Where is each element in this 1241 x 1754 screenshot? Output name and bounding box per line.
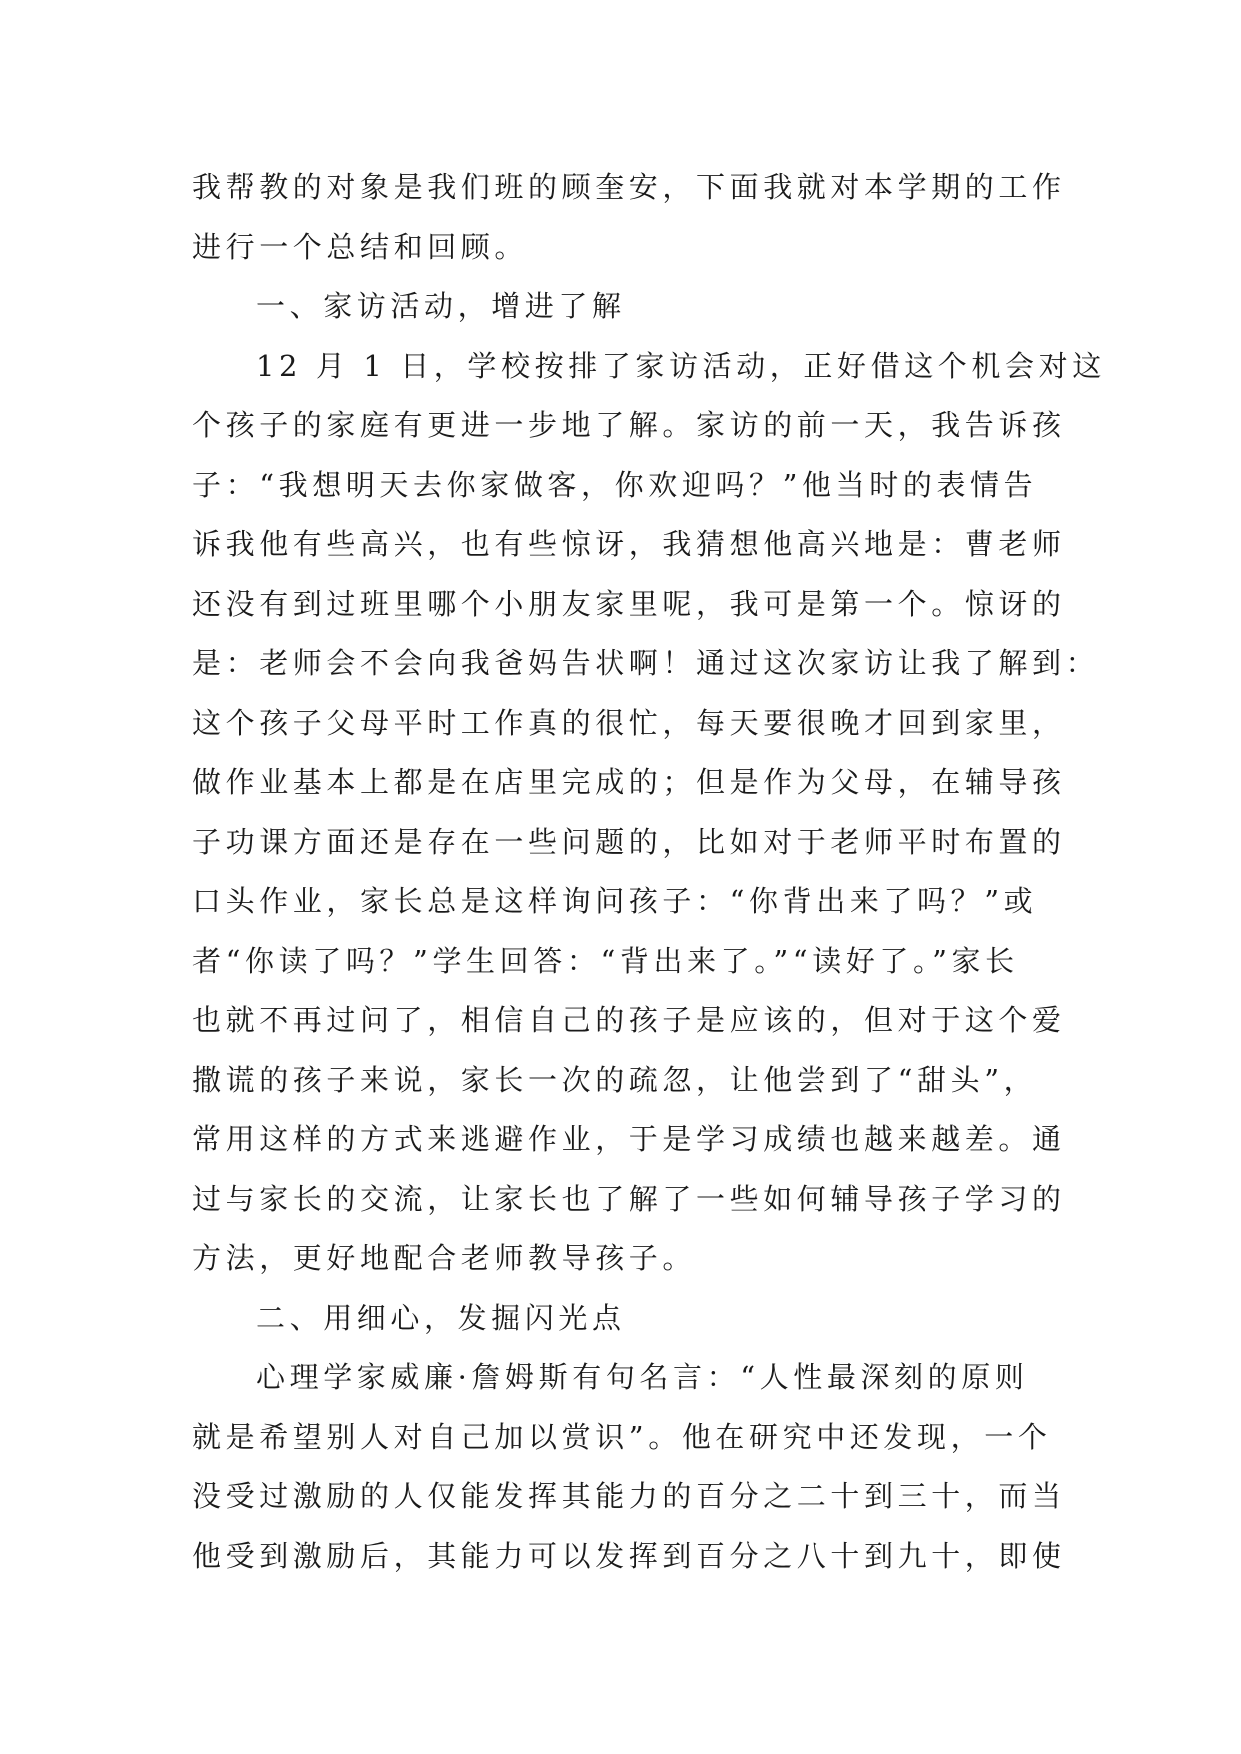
text-line: 撒谎的孩子来说，家长一次的疏忽，让他尝到了“甜头”， [192,1062,1038,1097]
text-line: 方法，更好地配合老师教导孩子。 [192,1241,697,1275]
text-line: 也就不再过问了，相信自己的孩子是应该的，但对于这个爱 [192,1003,1066,1037]
text-line: 进行一个总结和回顾。 [192,229,529,264]
text-line: 个孩子的家庭有更进一步地了解。家访的前一天，我告诉孩 [192,408,1066,442]
section-heading: 二、用细心，发掘闪光点 [256,1300,626,1335]
text-line: 是：老师会不会向我爸妈告状啊！通过这次家访让我了解到： [192,646,1100,680]
text-line: 还没有到过班里哪个小朋友家里呢，我可是第一个。惊讶的 [192,586,1066,621]
text-line: 诉我他有些高兴，也有些惊讶，我猜想他高兴地是：曹老师 [192,527,1066,561]
text-line: 过与家长的交流，让家长也了解了一些如何辅导孩子学习的 [192,1181,1066,1216]
text-line: 常用这样的方式来逃避作业，于是学习成绩也越来越差。通 [192,1122,1066,1156]
text-line: 子功课方面还是存在一些问题的，比如对于老师平时布置的 [192,824,1066,859]
text-line: 没受过激励的人仅能发挥其能力的百分之二十到三十，而当 [192,1479,1066,1513]
body-text [192,158,1106,1586]
text-line: 者“你读了吗？”学生回答：“背出来了。”“读好了。”家长 [192,943,1019,978]
text-line: 我帮教的对象是我们班的顾奎安，下面我就对本学期的工作 [192,170,1066,204]
paragraph-first-line: 心理学家威廉·詹姆斯有句名言：“人性最深刻的原则 [256,1360,1029,1394]
text-line: 口头作业，家长总是这样询问孩子：“你背出来了吗？”或 [192,884,1038,918]
section-heading: 一、家访活动，增进了解 [256,289,626,323]
text-line: 这个孩子父母平时工作真的很忙，每天要很晚才回到家里， [192,705,1066,740]
text-line: 做作业基本上都是在店里完成的；但是作为父母，在辅导孩 [192,765,1066,799]
text-line: 就是希望别人对自己加以赏识”。他在研究中还发现，一个 [192,1419,1052,1454]
paragraph-first-line: 12 月 1 日，学校按排了家访活动，正好借这个机会对这 [256,348,1106,383]
text-line: 他受到激励后，其能力可以发挥到百分之八十到九十，即使 [192,1538,1066,1573]
text-line: 子：“我想明天去你家做客，你欢迎吗？”他当时的表情告 [192,467,1038,502]
